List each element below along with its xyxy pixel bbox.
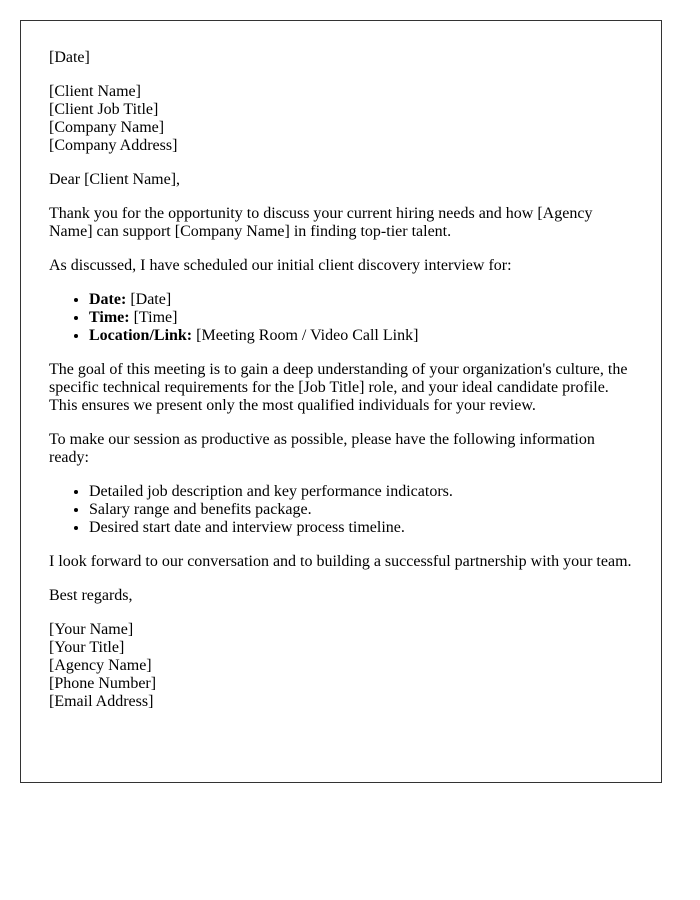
recipient-name: [Client Name]: [49, 83, 141, 100]
schedule-value: [Time]: [129, 309, 178, 326]
signature-block: [49, 621, 633, 711]
intro-paragraph: Thank you for the opportunity to discuss your current hiring needs and how [Agency Name] can support [Company Name] in finding top-tier talent.: [49, 205, 593, 240]
schedule-intro: As discussed, I have scheduled our initial client discovery interview for:: [49, 257, 512, 274]
signature-agency: [Agency Name]: [49, 657, 152, 674]
recipient-address: [Company Address]: [49, 137, 178, 154]
schedule-label: Date:: [89, 291, 127, 308]
closing-paragraph: I look forward to our conversation and to building a successful partnership with your team.: [49, 553, 632, 570]
schedule-label: Location/Link:: [89, 327, 193, 344]
prep-list: [49, 483, 633, 537]
prep-intro: To make our session as productive as possible, please have the following information ready:: [49, 431, 595, 466]
signature-phone: [Phone Number]: [49, 675, 157, 692]
prep-item: • Salary range and benefits package.: [89, 501, 633, 519]
signature-title: [Your Title]: [49, 639, 125, 656]
recipient-title: [Client Job Title]: [49, 101, 159, 118]
letter-date: [Date]: [49, 49, 90, 66]
signature-name: [Your Name]: [49, 621, 134, 638]
prep-item: • Detailed job description and key performance indicators.: [89, 483, 633, 501]
schedule-item-location: [89, 327, 633, 345]
salutation: Dear [Client Name],: [49, 171, 181, 188]
recipient-block: [49, 83, 633, 155]
schedule-item-time: [89, 309, 633, 327]
schedule-value: [Meeting Room / Video Call Link]: [192, 327, 419, 344]
schedule-item-date: [89, 291, 633, 309]
letter: [20, 20, 662, 783]
schedule-value: [Date]: [126, 291, 172, 308]
goal-paragraph: The goal of this meeting is to gain a deep understanding of your organization's culture, the specific technical requirements for the [Job Title] role, and your ideal candidate profile. This ensures we present only the most qualified individuals for your review.: [49, 361, 628, 414]
signoff: Best regards,: [49, 587, 133, 604]
schedule-list: [49, 291, 633, 345]
schedule-label: Time:: [89, 309, 130, 326]
signature-email: [Email Address]: [49, 693, 154, 710]
recipient-company: [Company Name]: [49, 119, 165, 136]
prep-item: • Desired start date and interview process timeline.: [89, 519, 633, 537]
